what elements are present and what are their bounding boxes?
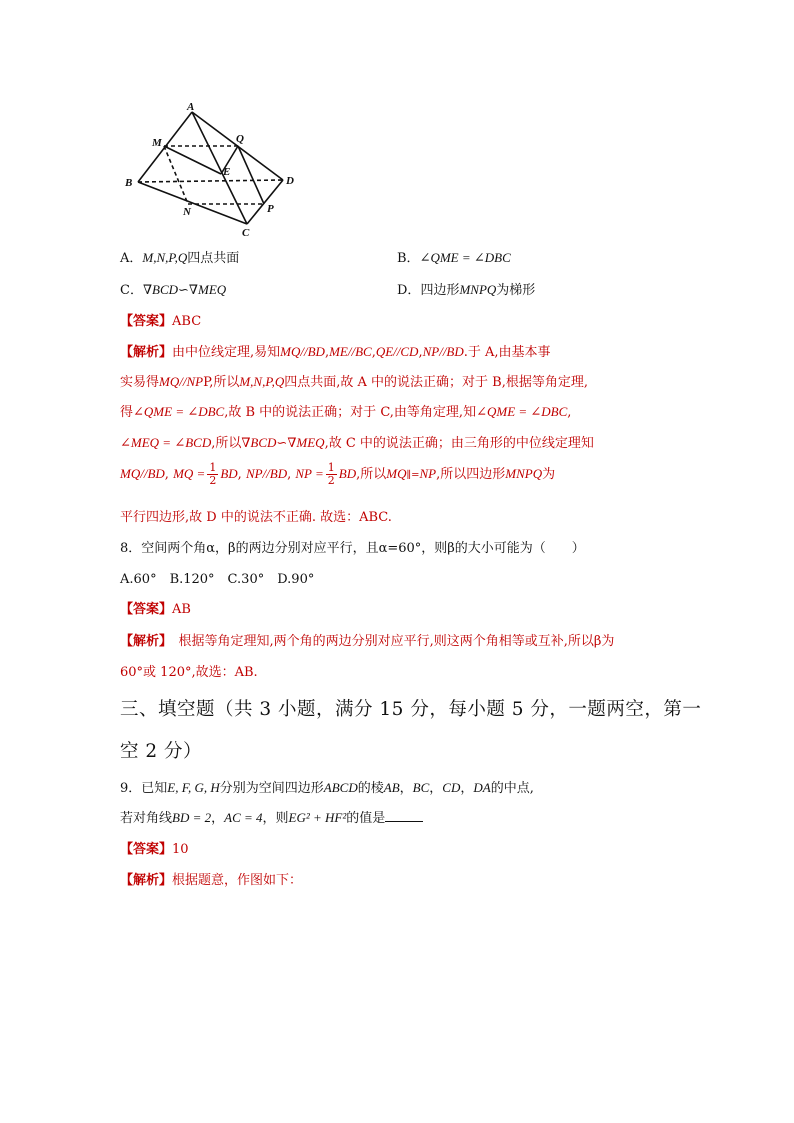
math: NP//BD xyxy=(245,466,288,481)
q7-analysis-line2 xyxy=(120,373,588,392)
text: , xyxy=(418,345,423,360)
q9-stem-line2 xyxy=(120,809,423,828)
text: 为 xyxy=(542,467,556,482)
text: ,所以 xyxy=(356,467,387,482)
option-a-math: M,N,P,Q xyxy=(142,250,188,265)
label-E: E xyxy=(223,166,231,178)
fraction-half xyxy=(207,462,218,487)
math: MQ//BD xyxy=(280,344,325,359)
text: 若对角线 xyxy=(120,811,173,826)
label-D: D xyxy=(286,175,294,187)
analysis-label: 【解析】 xyxy=(120,634,166,649)
q7-analysis-line4 xyxy=(120,434,594,453)
text: P,所以 xyxy=(203,375,240,390)
q8-answer xyxy=(120,601,191,619)
q9-answer xyxy=(120,841,189,859)
answer-label: 【答案】 xyxy=(120,842,173,857)
math: EG² + HF² xyxy=(288,810,347,825)
math: BD xyxy=(220,466,238,481)
option-b xyxy=(397,249,511,268)
frac-num: 1 xyxy=(209,461,217,474)
q7-analysis-line5 xyxy=(120,462,555,487)
section-heading-line1: 三、填空题（共 3 小题，满分 15 分，每小题 5 分，一题两空，第一 xyxy=(120,699,702,720)
text: ,所以四边形 xyxy=(436,467,506,482)
q7-analysis-line3 xyxy=(120,403,571,422)
segment-BD xyxy=(138,180,283,182)
math: MQ//BD xyxy=(120,466,165,481)
text: 9．已知 xyxy=(120,781,168,796)
math: M,N,P,Q xyxy=(239,374,285,389)
option-d-math: MNPQ xyxy=(459,282,497,297)
text: ， xyxy=(211,811,225,826)
option-a-prefix: A． xyxy=(120,251,143,266)
option-c-prefix: C． xyxy=(120,283,143,298)
option-c-math: ∇BCD∽∇MEQ xyxy=(142,282,227,297)
text: ， xyxy=(429,781,443,796)
q8-analysis-line1 xyxy=(120,633,614,651)
segment-ME xyxy=(164,146,221,174)
math: MQ = xyxy=(173,466,206,481)
math: ∇BCD∽∇MEQ xyxy=(241,435,325,450)
math: ME//BC xyxy=(329,344,372,359)
text: ,故 C 中的说法正确；由三角形的中位线定理知 xyxy=(324,436,594,451)
text: 实易得 xyxy=(120,375,160,390)
text: 根据等角定理知,两个角的两边分别对应平行,则这两个角相等或互补,所以β为 xyxy=(165,634,615,649)
segment-MN xyxy=(164,146,188,204)
q8-analysis-line2: 60°或 120°,故选：AB. xyxy=(120,665,258,680)
option-d-prefix: D． xyxy=(397,283,421,298)
text: , xyxy=(324,345,330,360)
math: MNPQ xyxy=(505,466,543,481)
text: , xyxy=(164,467,169,482)
option-c xyxy=(120,281,226,300)
frac-den: 2 xyxy=(327,474,335,487)
fraction-half xyxy=(326,462,337,487)
math: ABCD xyxy=(323,780,358,795)
option-d xyxy=(397,281,535,300)
answer-value: ABC xyxy=(172,314,202,329)
edge-AC xyxy=(192,112,247,224)
q7-answer xyxy=(120,313,201,331)
answer-value: AB xyxy=(172,602,191,617)
text: 得 xyxy=(120,405,134,420)
section-heading-line2: 空 2 分） xyxy=(120,741,203,762)
q9-stem-line1 xyxy=(120,779,534,798)
text: 的值是 xyxy=(346,811,386,826)
option-b-prefix: B． xyxy=(397,251,420,266)
text: , xyxy=(237,467,242,482)
math: AC = 4 xyxy=(224,810,263,825)
text: .于 A,由基本事 xyxy=(463,345,551,360)
label-M: M xyxy=(152,137,162,149)
label-N: N xyxy=(183,206,191,218)
edge-DC xyxy=(247,180,283,224)
label-C: C xyxy=(242,227,250,239)
answer-value: 10 xyxy=(172,842,189,857)
frac-num: 1 xyxy=(327,461,335,474)
option-d-text2: 为梯形 xyxy=(496,283,536,298)
answer-label: 【答案】 xyxy=(120,602,173,617)
text: 根据题意，作图如下： xyxy=(172,873,303,888)
label-B: B xyxy=(125,177,133,189)
q8-stem: 8．空间两个角α，β的两边分别对应平行，且α=60°，则β的大小可能为（ ） xyxy=(120,541,585,556)
q8-options: A.60° B.120° C.30° D.90° xyxy=(120,572,315,587)
math: MQ//NP xyxy=(159,374,204,389)
answer-blank xyxy=(385,809,423,822)
math: DA xyxy=(473,780,491,795)
label-Q: Q xyxy=(236,133,244,145)
label-A: A xyxy=(187,101,195,113)
geometry-figure xyxy=(120,100,310,240)
edge-BC xyxy=(138,182,247,224)
math: MQ xyxy=(386,466,407,481)
math: E, F, G, H xyxy=(167,780,220,795)
math: ∠MEQ = ∠BCD xyxy=(120,435,212,450)
math: ∠QME = ∠DBC xyxy=(476,404,568,419)
text: 分别为空间四边形 xyxy=(219,781,324,796)
text: ， xyxy=(399,781,413,796)
text: 四点共面,故 A 中的说法正确；对于 B,根据等角定理, xyxy=(284,375,588,390)
text: ，则 xyxy=(262,811,289,826)
text: , xyxy=(287,467,292,482)
frac-den: 2 xyxy=(209,474,217,487)
option-a xyxy=(120,249,239,268)
math: NP//BD xyxy=(422,344,464,359)
math: NP = xyxy=(295,466,324,481)
text: , xyxy=(371,345,376,360)
text: 的棱 xyxy=(357,781,384,796)
q7-analysis-line1 xyxy=(120,343,551,362)
option-d-text1: 四边形 xyxy=(420,283,460,298)
answer-label: 【答案】 xyxy=(120,314,173,329)
text: 的中点, xyxy=(490,781,534,796)
text: ,故 B 中的说法正确；对于 C,由等角定理,知 xyxy=(224,405,477,420)
math: BC xyxy=(412,780,430,795)
analysis-label: 【解析】 xyxy=(120,345,173,360)
q9-analysis xyxy=(120,872,302,890)
analysis-label: 【解析】 xyxy=(120,873,173,888)
text: ， xyxy=(460,781,474,796)
option-b-math: ∠QME = ∠DBC xyxy=(419,250,511,265)
math: QE//CD xyxy=(375,344,419,359)
math: CD xyxy=(442,780,461,795)
segment-QP xyxy=(238,146,264,204)
q7-analysis-line6: 平行四边形,故 D 中的说法不正确. 故选：ABC. xyxy=(120,510,392,525)
parallel-equal-symbol: ∥= xyxy=(406,470,420,481)
option-a-text: 四点共面 xyxy=(187,251,240,266)
text: ,所以 xyxy=(211,436,242,451)
text: , xyxy=(567,405,572,420)
math: BD = 2 xyxy=(172,810,212,825)
label-P: P xyxy=(267,203,274,215)
math: NP xyxy=(419,466,437,481)
text: 由中位线定理,易知 xyxy=(172,345,281,360)
math: ∠QME = ∠DBC xyxy=(133,404,225,419)
math: AB xyxy=(383,780,400,795)
math: BD xyxy=(338,466,357,481)
